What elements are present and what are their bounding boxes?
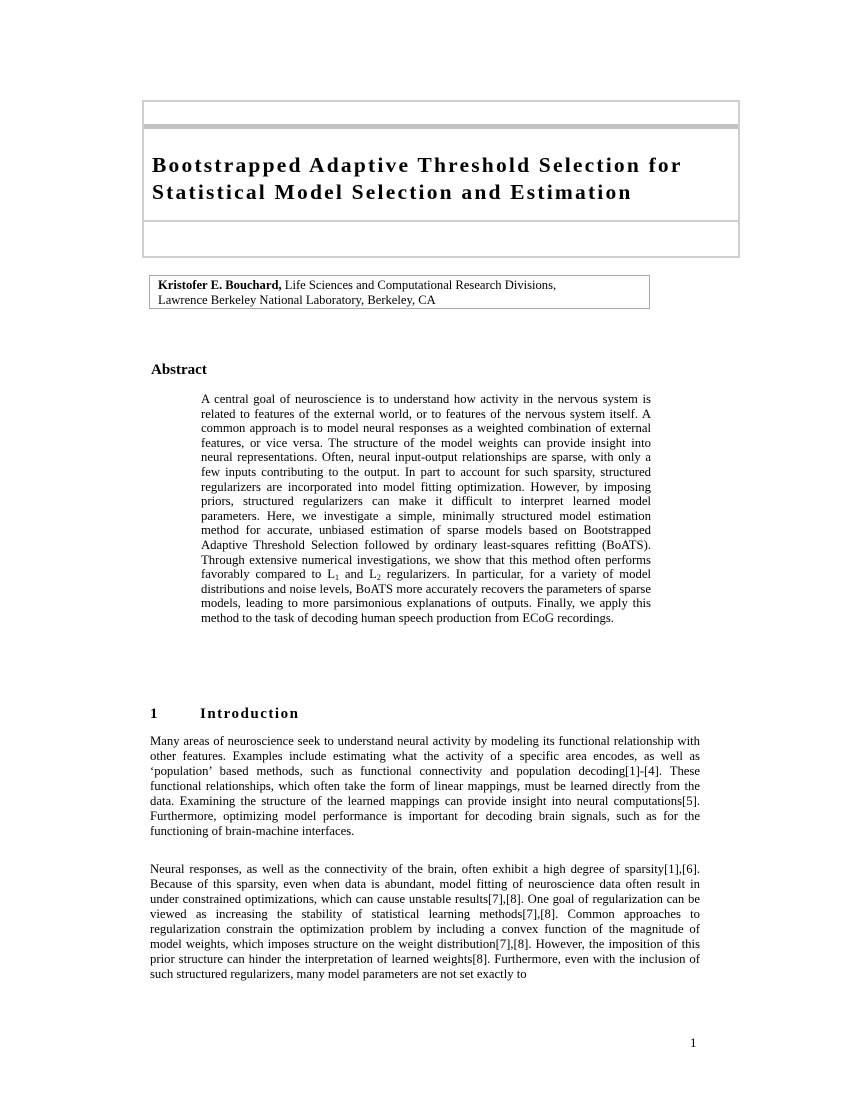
section-title: Introduction: [200, 706, 300, 722]
author-line1: [158, 278, 649, 293]
title-top-rule: [144, 124, 738, 129]
abstract-heading: Abstract: [151, 362, 207, 378]
l1-subscript: 1: [334, 573, 339, 583]
title-box: [142, 100, 740, 258]
author-affiliation-line1: Life Sciences and Computational Research Divisions,: [281, 278, 557, 292]
l2-subscript: 2: [376, 573, 381, 583]
abstract-text-part1: A central goal of neuroscience is to understand how activity in the nervous system is related to features of the external world, or to features of the nervous system itself. A common approach is to model neural responses as a weighted combination of external features, or vice versa. The structure of the model weights can provide insight into neural representations. Often, neural input-output relationships are sparse, with only a few inputs contributing to the output. In part to account for such sparsity, structured regularizers are incorporated into model fitting optimization. However, by imposing priors, structured regularizers can make it difficult to interpret learned model parameters. Here, we investigate a simple, minimally structured model estimation method for accurate, unbiased estimation of sparse models based on Bootstrapped Adaptive Threshold Selection followed by ordinary least-squares refitting (BoATS). Through extensive numerical investigations, we show that this method often performs favorably compared to L: [201, 392, 651, 582]
author-name: Kristofer E. Bouchard,: [158, 278, 282, 292]
title-divider: [144, 220, 738, 222]
paper-title: [152, 152, 742, 206]
intro-paragraph-1: Many areas of neuroscience seek to understand neural activity by modeling its functional relationship with other features. Examples include estimating what the activity of a specific area encodes, as well as ‘population’ based methods, such as functional connectivity and population decoding[1]-[4]. These functional relationships, which often take the form of linear mappings, must be learned directly from the data. Examining the structure of the learned mappings can provide insight into neural computations[5]. Furthermore, optimizing model performance is important for decoding brain signals, such as for the functioning of brain-machine interfaces.: [150, 734, 700, 838]
paper-title-line2: Statistical Model Selection and Estimation: [152, 180, 633, 204]
intro-paragraph-2: Neural responses, as well as the connectivity of the brain, often exhibit a high degree of sparsity[1],[6]. Because of this sparsity, even when data is abundant, model fitting of neuroscience data often result in under constrained optimizations, which can cause unstable results[7],[8]. One goal of regularization can be viewed as increasing the stability of statistical learning methods[7],[8]. Common approaches to regularization constrain the optimization problem by including a convex function of the magnitude of model weights, which imposes structure on the weight distribution[7],[8]. However, the imposition of this prior structure can hinder the interpretation of learned weights[8]. Furthermore, even with the inclusion of such structured regularizers, many model parameters are not set exactly to: [150, 862, 700, 981]
author-affiliation-line2: Lawrence Berkeley National Laboratory, Berkeley, CA: [158, 293, 436, 307]
abstract-text-part2: and L: [338, 567, 377, 582]
abstract-text-part3: regularizers. In particular, for a variety of model distributions and noise levels, BoATS more accurately recovers the parameters of sparse models, leading to more parsimonious explanations of outputs. Finally, we apply this method to the task of decoding human speech production from ECoG recordings.: [201, 567, 651, 625]
abstract-text: [201, 392, 651, 626]
paper-title-line1: Bootstrapped Adaptive Threshold Selection for: [152, 153, 683, 177]
page-number: 1: [690, 1035, 697, 1050]
author-box: [149, 275, 650, 309]
section-number: 1: [150, 706, 159, 722]
